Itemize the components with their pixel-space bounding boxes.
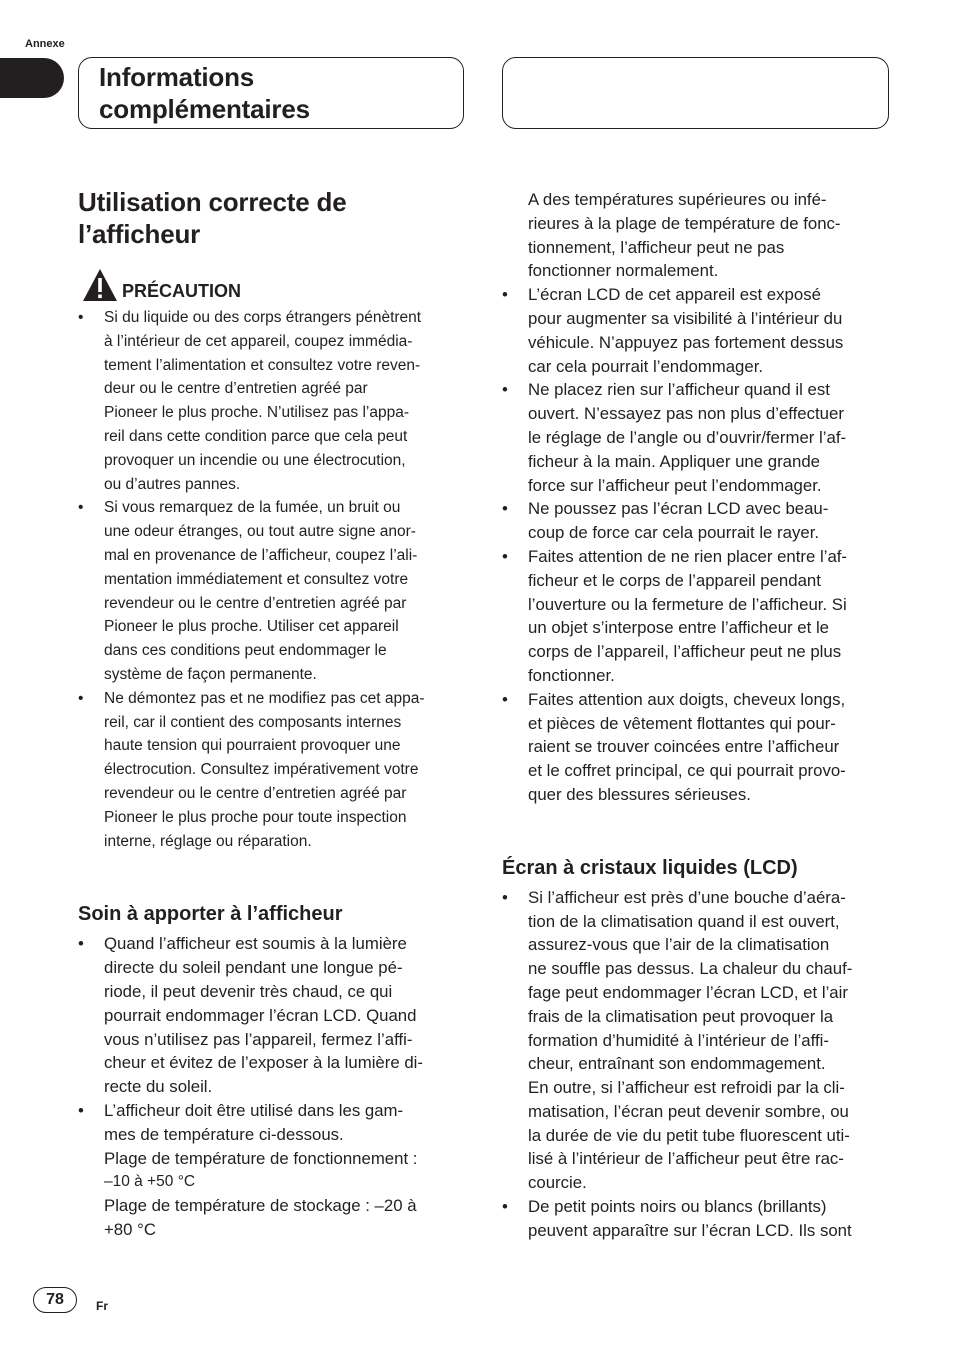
care-heading: Soin à apporter à l’afficheur — [78, 903, 343, 926]
caution-label: PRÉCAUTION — [122, 281, 242, 301]
list-item: • Si vous remarquez de la fumée, un bruit ou une odeur étranges, ou tout autre signe anor- mal en provenance de l’afficheur, coupez l’ali- mentation immédiatement et consultez votre revendeur ou le centre d’entretien agréé par Pioneer le plus proche. Utiliser cet appareil dans ces conditions peut endommager le système de façon permanente. — [78, 496, 466, 686]
lcd-list — [502, 886, 892, 1243]
page-number: 78 — [33, 1287, 77, 1313]
caution-list — [78, 306, 466, 853]
list-item: • Faites attention aux doigts, cheveux longs, et pièces de vêtement flottantes qui pour- raient se trouver coincées entre l’afficheur et le coffret principal, ce qui pourrait provo- quer des blessures sérieuses. — [502, 688, 892, 807]
storage-temp-label: Plage de température de stockage : –20 à — [104, 1196, 417, 1216]
continued-text: A des températures supérieures ou infé- rieures à la plage de température de fonc- tionnement, l’afficheur peut ne pas fonctionner normalement. — [528, 190, 841, 281]
list-item: • Faites attention de ne rien placer entre l’af- ficheur et le corps de l’appareil pendant l’ouverture ou la fermeture de l’afficheur. Si un objet s’interpose entre l’afficheur et le corps de l’appareil, l’afficheur peut ne plus fonctionner. — [502, 545, 892, 688]
list-item: • Ne placez rien sur l’afficheur quand il est ouvert. N’essayez pas non plus d’effectuer le réglage de l’angle ou d’ouvrir/fermer l’af- ficheur à la main. Appliquer une grande force sur l’afficheur peut l’endommager. — [502, 378, 892, 497]
caution-header — [82, 266, 466, 302]
list-item: • De petit points noirs ou blancs (brillants) peuvent apparaître sur l’écran LCD. Ils sont — [502, 1195, 892, 1243]
care-list — [78, 932, 466, 1241]
warning-icon — [82, 268, 118, 302]
list-item: • Quand l’afficheur est soumis à la lumière directe du soleil pendant une longue pé- riode, il peut devenir très chaud, ce qui pourrait endommager l’écran LCD. Quand vous n’utilisez pas l’appareil, fermez l’affi- cheur et évitez de l’exposer à la lumière di- recte du soleil. — [78, 932, 466, 1099]
page-heading: Utilisation correcte de l’afficheur — [78, 187, 347, 249]
section-title-box — [78, 57, 464, 129]
empty-header-box — [502, 57, 889, 129]
storage-temp-range: +80 °C — [104, 1219, 156, 1239]
list-item: • L’écran LCD de cet appareil est exposé pour augmenter sa visibilité à l’intérieur du véhicule. N’appuyez pas fortement dessus car cela pourrait l’endommager. — [502, 283, 892, 378]
right-column — [502, 188, 892, 1243]
list-item: • L’afficheur doit être utilisé dans les gam- mes de température ci-dessous. Plage de température de fonctionnement : –10 à +50 °C Plage de température de stockage : –20 à +80 °C — [78, 1099, 466, 1242]
list-item: • Ne démontez pas et ne modifiez pas cet appa- reil, car il contient des composants internes haute tension qui pourraient provoquer une électrocution. Consultez impérativement votre revendeur ou le centre d’entretien agréé par Pioneer le plus proche pour toute inspection interne, réglage ou réparation. — [78, 687, 466, 854]
annexe-label: Annexe — [25, 38, 65, 50]
lcd-heading: Écran à cristaux liquides (LCD) — [502, 856, 798, 879]
list-item: • Si du liquide ou des corps étrangers pénètrent à l’intérieur de cet appareil, coupez immédia- tement l’alimentation et consultez votre reven- deur ou le centre d’entretien agréé par Pioneer le plus proche. N’utilisez pas l’appa- reil dans cette condition parce que cela peut provoquer un incendie ou une électrocution, ou d’autres pannes. — [78, 306, 466, 496]
language-code: Fr — [96, 1299, 108, 1313]
care-list-continued — [502, 283, 892, 807]
left-column — [78, 186, 466, 1242]
op-temp-label: Plage de température de fonctionnement : — [104, 1148, 418, 1168]
section-title: Informations complémentaires — [99, 62, 310, 124]
list-item: • Ne poussez pas l’écran LCD avec beau- coup de force car cela pourrait le rayer. — [502, 497, 892, 545]
section-tab-marker — [0, 58, 64, 98]
op-temp-range: –10 à +50 °C — [104, 1173, 196, 1191]
list-item: • Si l’afficheur est près d’une bouche d’aéra- tion de la climatisation quand il est ouvert, assurez-vous que l’air de la climatisation ne souffle pas dessus. La chaleur du chauf- fage peut endommager l’écran LCD, et l’air frais de la climatisation peut provoquer la formation d’humidité à l’intérieur de l’affi- cheur, entraînant son endommagement. En outre, si l’afficheur est refroidi par la cli- matisation, l’écran peut devenir sombre, ou la durée de vie du petit tube fluorescent uti- lisé à l’intérieur de l’afficheur peut être rac- courcie. — [502, 886, 892, 1195]
